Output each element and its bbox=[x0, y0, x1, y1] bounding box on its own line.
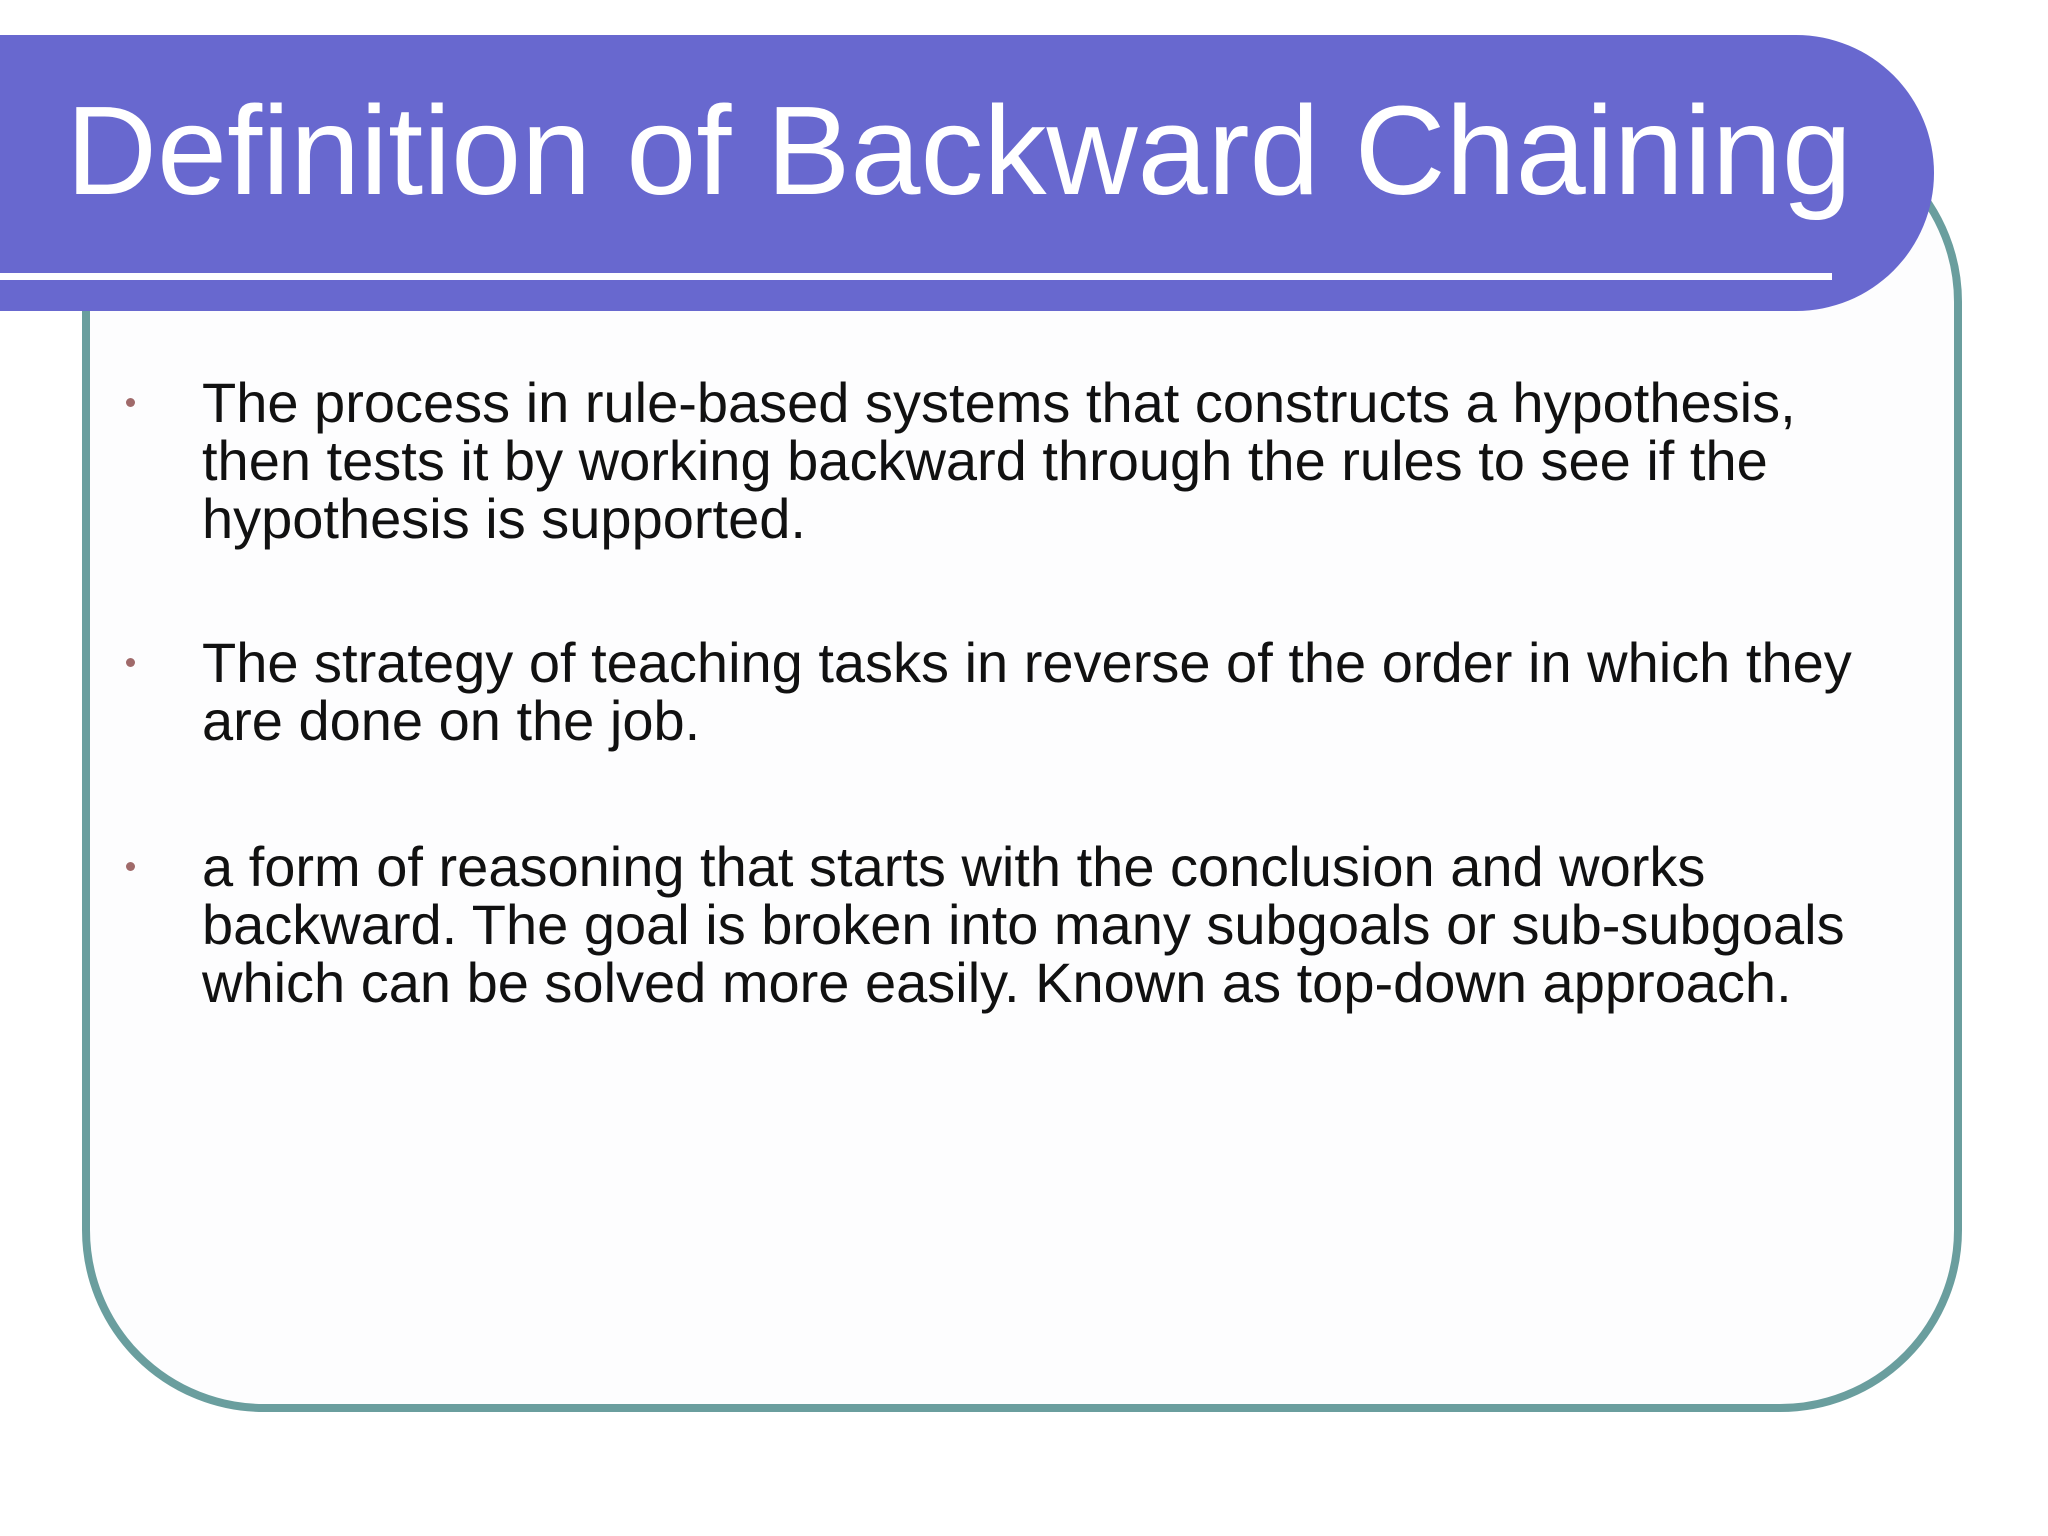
bullet-marker-icon bbox=[126, 658, 135, 667]
bullet-text: The strategy of teaching tasks in reverse of the order in which they are done on the job. bbox=[202, 631, 1852, 752]
bullet-marker-icon bbox=[126, 398, 135, 407]
bullet-item-1 bbox=[120, 371, 1920, 550]
slide-title: Definition of Backward Chaining bbox=[66, 80, 1852, 221]
bullet-item-2 bbox=[120, 631, 1920, 752]
bullet-text: The process in rule-based systems that constructs a hypothesis, then tests it by working backward through the rules to see if the hypothesis is supported. bbox=[202, 371, 1796, 550]
bullet-marker-icon bbox=[126, 862, 135, 871]
bullet-item-3 bbox=[120, 835, 1920, 1014]
bullet-list bbox=[120, 371, 1920, 1098]
title-underline bbox=[0, 273, 1832, 280]
bullet-text: a form of reasoning that starts with the conclusion and works backward. The goal is broken into many subgoals or sub-subgoals which can be solved more easily. Known as top-down approach. bbox=[202, 835, 1845, 1014]
